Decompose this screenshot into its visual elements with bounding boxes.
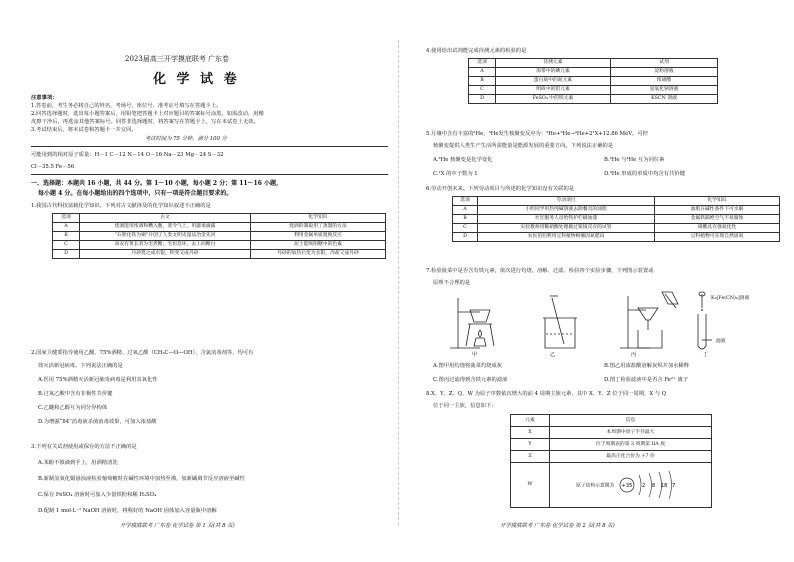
q7-option-d: D.图丁检验滤液中是否含 Fe²⁺ 离子 xyxy=(604,377,689,383)
q8-stem: 8.X、Y、Z、Q、W 为原子序数依次增大的前 4 周期主族元素，其中 X、Y、Z 位于同一周期，X 与 Q xyxy=(426,391,667,397)
table-cell: W xyxy=(511,463,550,508)
shell-4: 7 xyxy=(671,483,676,489)
table-cell xyxy=(550,463,712,508)
table-cell: KSCN 溶液 xyxy=(611,95,718,104)
table-cell: 小明同学用热纯碱溶液去除餐具的油脂 xyxy=(478,206,655,215)
table-header: 劳动项目 xyxy=(478,197,655,206)
table-cell: X xyxy=(511,427,550,439)
q5-option-d: D.³He 形成的单质中均含有共价键 xyxy=(604,171,685,177)
q3-option-d: D.配制 1 mol·L⁻¹ NaOH 溶液时，将称好的 NaOH 固体加入容量瓶中溶解 xyxy=(38,508,217,514)
q3-option-b: B.新制氢氧化铜悬浊液检验葡萄糖时在碱性环境中加热至沸，加新碱调节反应溶液至碱性 xyxy=(38,476,245,482)
right-page xyxy=(400,0,794,562)
q6-table xyxy=(452,196,780,242)
table-cell: 南安有黄长者为宅煮糖，宅垣忽坏，去土而糖白 xyxy=(80,241,251,250)
beaker-apparatus xyxy=(543,296,577,348)
q3-option-a: A.苯酚不慎滴到手上，用酒精清洗 xyxy=(38,460,118,466)
q8-table xyxy=(510,414,712,508)
table-cell: 烧酒的制取用了蒸馏的方法 xyxy=(251,223,386,232)
table-cell: C xyxy=(469,86,496,95)
fig-label-bing: 丙 xyxy=(631,352,637,358)
table-cell: 金属铁隔绝空气不易腐蚀 xyxy=(655,215,780,224)
q1-table xyxy=(52,213,386,259)
reagent-label: K₃[Fe(CN)₆]溶液 xyxy=(711,296,750,301)
table-cell: “石胆化铁为铜”开创了人类文明史湿法冶金先河 xyxy=(80,232,251,241)
table-row xyxy=(453,215,780,224)
shell-3: 18 xyxy=(660,483,668,489)
q2-option-d: D.为增强“84”消毒液杀菌消毒效果，可加入浓盐酸 xyxy=(38,419,157,425)
q7-stem: 7.检验菠菜中是否含有铁元素，依次进行灼烧、溶解、过滤、检验四个实验步骤，下列图示装置或 xyxy=(426,268,654,274)
q8-stem-cont: 位于同一主族，信息如下： xyxy=(433,403,497,409)
q2-stem: 2.国家卫健委指导使用乙醚、75%酒精、过氧乙酸（CH₃C—O—OH）、含氯消毒剂等，均可有 xyxy=(31,350,254,356)
table-cell: 油脂在碱性条件下可水解 xyxy=(655,206,780,215)
table-header: 信息 xyxy=(550,415,712,427)
table-header-row xyxy=(53,214,386,223)
footer-right: 开学摸底联考 广东卷 化学试卷 第 2 页(共 8 页) xyxy=(500,523,615,529)
note-2-cont: 皮擦干净后，再选涂其他答案标号。回答非选择题时，将答案写在答题卡上，写在本试卷上无效。 xyxy=(31,119,259,125)
q7-stem-cont: 原理不合理的是 xyxy=(433,280,471,286)
table-row xyxy=(53,232,386,241)
footer-left: 开学摸底联考 广东卷 化学试卷 第 1 页(共 8 页) xyxy=(120,523,235,529)
table-cell: D xyxy=(53,250,80,259)
table-row xyxy=(511,439,712,451)
q2-stem-cont: 效灭活新冠病毒。下列说法正确的是 xyxy=(38,363,123,369)
table-cell: 蛋白质中的氮元素 xyxy=(496,77,611,86)
q5-stem-cont: 核聚变提供人类生产生活所需能量是能源发展的重要方向。下列说法正确的是 xyxy=(433,143,614,149)
table-cell: FeSO₄ 中的铁元素 xyxy=(496,95,611,104)
table-header-row xyxy=(453,197,780,206)
table-cell: 丹砂烧之成水银，积变又成丹砂 xyxy=(80,250,251,259)
table-row xyxy=(53,241,386,250)
table-header: 化学知识 xyxy=(655,197,780,206)
table-cell: B xyxy=(469,77,496,86)
table-cell: 海带中的碘元素 xyxy=(496,68,611,77)
table-row xyxy=(511,451,712,463)
table-cell: 明矾中的铝元素 xyxy=(496,86,611,95)
note-3: 3.考试结束后，将本试卷和答题卡一并交回。 xyxy=(31,127,137,133)
atomic-masses-line2: Cl－35.5 Fe－56 xyxy=(31,164,75,170)
fig-label-yi: 乙 xyxy=(550,352,556,358)
test-tube-apparatus xyxy=(698,292,712,349)
exam-header: 2023届高三开学摸底联考 广东卷 xyxy=(125,55,230,63)
table-header: 选项 xyxy=(53,214,80,223)
atom-nucleus: +35 xyxy=(621,483,633,489)
table-cell: A xyxy=(453,206,478,215)
crucible-apparatus xyxy=(450,298,494,348)
table-cell: 硝酸具有强氧化性 xyxy=(655,224,780,233)
table-row xyxy=(469,86,718,95)
table-row xyxy=(511,427,712,439)
q6-stem: 6.劳动开创未来。下列劳动项目与所述的化学知识没有关联的是 xyxy=(426,186,575,192)
table-header: 化学知识 xyxy=(251,214,386,223)
q7-option-a: A.图甲用灼烧将菠菜灼烧成灰 xyxy=(433,363,503,369)
q4-stem: 4.使用给出试剂能完成待测元素的检验的是 xyxy=(426,48,527,54)
rule-after-masses xyxy=(31,174,388,175)
table-row xyxy=(469,68,718,77)
table-header: 选项 xyxy=(453,197,478,206)
table-cell: 实验教师用稀硝酸处理做过银镜反应的试管 xyxy=(478,224,655,233)
table-header: 待测元素 xyxy=(496,59,611,68)
table-row xyxy=(469,95,718,104)
shell-1: 2 xyxy=(641,483,646,489)
table-header: 古文 xyxy=(80,214,251,223)
table-header-row xyxy=(469,59,718,68)
table-row xyxy=(469,77,718,86)
atom-structure-diagram xyxy=(618,468,680,502)
section1-heading-cont: 每小题 4 分。在每小题给出的四个选项中，只有一项是符合题目要求的。 xyxy=(38,190,233,197)
table-cell: A xyxy=(53,223,80,232)
table-cell: Z xyxy=(511,451,550,463)
section1-heading: 一、选择题：本题共 16 小题，共 44 分。第 1～10 小题，每小题 2 分；第 11～16 小题， xyxy=(31,180,282,187)
note-1: 1.答卷前，考生务必将自己的姓名、考场号、座位号、准考证号填写在答题卡上。 xyxy=(31,103,222,109)
q2-option-b: B.过氧乙酸中含有非极性共价键 xyxy=(38,391,113,397)
fig-label-jia: 甲 xyxy=(472,352,478,358)
q3-stem: 3.下列有关试剂使用或保存的方法不正确的是 xyxy=(31,444,137,450)
table-header: 选项 xyxy=(469,59,496,68)
table-row xyxy=(453,206,780,215)
q2-option-c: C.乙醚和乙醇互为同分异构体 xyxy=(38,405,108,411)
table-cell: 位于周期表的第 3 周期第 IIA 族 xyxy=(550,439,712,451)
table-row xyxy=(53,223,386,232)
table-header-row xyxy=(511,415,712,427)
table-header: 元素 xyxy=(511,415,550,427)
q7-option-b: B.图乙用浓盐酸溶解灰烬并加水稀释 xyxy=(604,363,690,369)
table-cell: 农民伯伯利用豆科植物根瘤固氮肥田 xyxy=(478,233,655,242)
atomic-masses-line1: 可能用到的相对原子质量：H－1 C－12 N－14 O－16 Na－23 Mg－24 S－32 xyxy=(31,152,224,158)
table-cell: A xyxy=(469,68,496,77)
table-row xyxy=(453,224,780,233)
note-2: 2.回答选择题时，选出每小题答案后，用铅笔把答题卡上对应题目的答案标号涂黑，如需改动，用橡 xyxy=(31,111,264,117)
q5-stem: 5.月壤中含有丰富的³He，³He发生核聚变反应为：³He+³He→⁴He+2¹X+12.86 MeV，可控 xyxy=(426,131,648,137)
q5-option-b: B.³He 与⁴He 互为同位素 xyxy=(604,157,665,163)
rule-after-notes xyxy=(31,146,388,147)
table-cell: D xyxy=(469,95,496,104)
fig-label-ding: 丁 xyxy=(703,352,709,358)
table-cell: 社区服务人员给铁护栏刷油漆 xyxy=(478,215,655,224)
table-cell: 氢氧化钠溶液 xyxy=(611,86,718,95)
table-cell: 最高正化合价为 +7 价 xyxy=(550,451,712,463)
table-cell: 浓硝酸 xyxy=(611,77,718,86)
filtrate-label: 滤液 xyxy=(716,339,726,344)
filter-apparatus xyxy=(620,292,678,348)
notes-title: 注意事项： xyxy=(31,95,58,101)
q4-table xyxy=(468,58,718,104)
shell-2: 8 xyxy=(651,483,656,489)
q2-option-a: A.医用 75%酒精灭活新冠肺炎病毒是利用其氧化性 xyxy=(38,377,158,383)
table-cell: C xyxy=(53,241,80,250)
q5-option-c: C.¹X 的中子数为 1 xyxy=(433,171,478,177)
table-cell: 豆科植物可实现自然固氮 xyxy=(655,233,780,242)
table-cell: C xyxy=(453,224,478,233)
table-cell: 淀粉溶液 xyxy=(611,68,718,77)
table-cell: B xyxy=(453,215,478,224)
table-cell: 利用金属单质置换反应 xyxy=(251,232,386,241)
q3-option-c: C.保存 FeSO₄ 溶液时可加入少量铁粉和稀 H₂SO₄ xyxy=(38,492,157,498)
table-row xyxy=(53,250,386,259)
q7-option-c: C.图丙过滤得到含铁元素的滤液 xyxy=(433,377,508,383)
table-row xyxy=(453,233,780,242)
time-line: 考试时间为 75 分钟，满分 100 分 xyxy=(145,136,227,142)
table-cell: D xyxy=(453,233,478,242)
table-cell: 烧酒能用浓酒和糟入甑，蒸令气上，用器承滴露 xyxy=(80,223,251,232)
table-cell: Y xyxy=(511,439,550,451)
table-cell: 泥土能吸附糖中的色素 xyxy=(251,241,386,250)
table-cell: 本周期中原子半径最大 xyxy=(550,427,712,439)
table-header: 试剂 xyxy=(611,59,718,68)
q1-stem: 1.我国古代科技富载化学知识。下列对古文献涉及的化学知识叙述不正确的是 xyxy=(31,203,211,209)
table-cell: B xyxy=(53,232,80,241)
q5-option-a: A.³He 核聚变是化学变化 xyxy=(433,157,493,163)
atom-diagram-label: 原子结构示意图为 xyxy=(576,483,615,489)
table-row xyxy=(511,463,712,508)
table-cell: 丹砂的加热后变为水银，冷却又成丹砂 xyxy=(251,250,386,259)
exam-title: 化 学 试 卷 xyxy=(153,72,240,87)
